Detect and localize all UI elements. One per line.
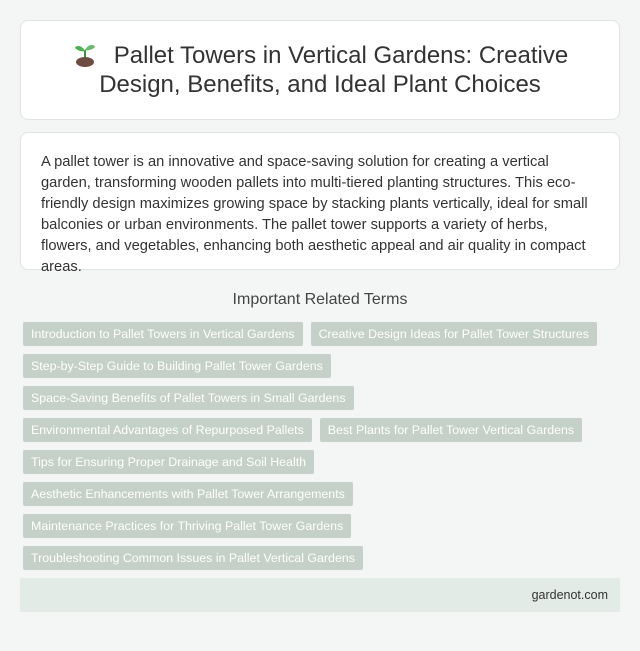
related-term-tag[interactable]: Maintenance Practices for Thriving Pallet Tower Gardens (23, 514, 351, 538)
related-term-tag[interactable]: Step-by-Step Guide to Building Pallet Tower Gardens (23, 354, 331, 378)
page-title-text: Pallet Towers in Vertical Gardens: Creative Design, Benefits, and Ideal Plant Choices (99, 42, 569, 98)
sprout-icon (72, 41, 98, 67)
related-term-tag[interactable]: Best Plants for Pallet Tower Vertical Gardens (320, 418, 582, 442)
footer (20, 578, 620, 612)
intro-paragraph: A pallet tower is an innovative and space-saving solution for creating a vertical garden, transforming wooden pallets into multi-tiered planting structures. This eco-friendly design maximizes growing space by stacking plants vertically, ideal for small balconies or urban environments. The pallet tower supports a variety of herbs, flowers, and vegetables, enhancing both aesthetic appeal and air quality in compact areas. (41, 154, 588, 275)
related-term-tag[interactable]: Environmental Advantages of Repurposed Pallets (23, 418, 312, 442)
related-terms-list (20, 322, 620, 570)
related-term-tag[interactable]: Space-Saving Benefits of Pallet Towers in Small Gardens (23, 386, 354, 410)
related-term-tag[interactable]: Aesthetic Enhancements with Pallet Tower Arrangements (23, 482, 353, 506)
related-terms-heading: Important Related Terms (232, 291, 408, 308)
related-term-tag[interactable]: Creative Design Ideas for Pallet Tower Structures (311, 322, 597, 346)
intro-card (20, 132, 620, 275)
page-title (51, 41, 589, 99)
footer-site-link[interactable]: gardenot.com (531, 588, 608, 602)
related-term-tag[interactable]: Tips for Ensuring Proper Drainage and Soil Health (23, 450, 314, 474)
related-term-tag[interactable]: Troubleshooting Common Issues in Pallet Vertical Gardens (23, 546, 363, 570)
related-term-tag[interactable]: Introduction to Pallet Towers in Vertical Gardens (23, 322, 303, 346)
title-card (20, 20, 620, 120)
